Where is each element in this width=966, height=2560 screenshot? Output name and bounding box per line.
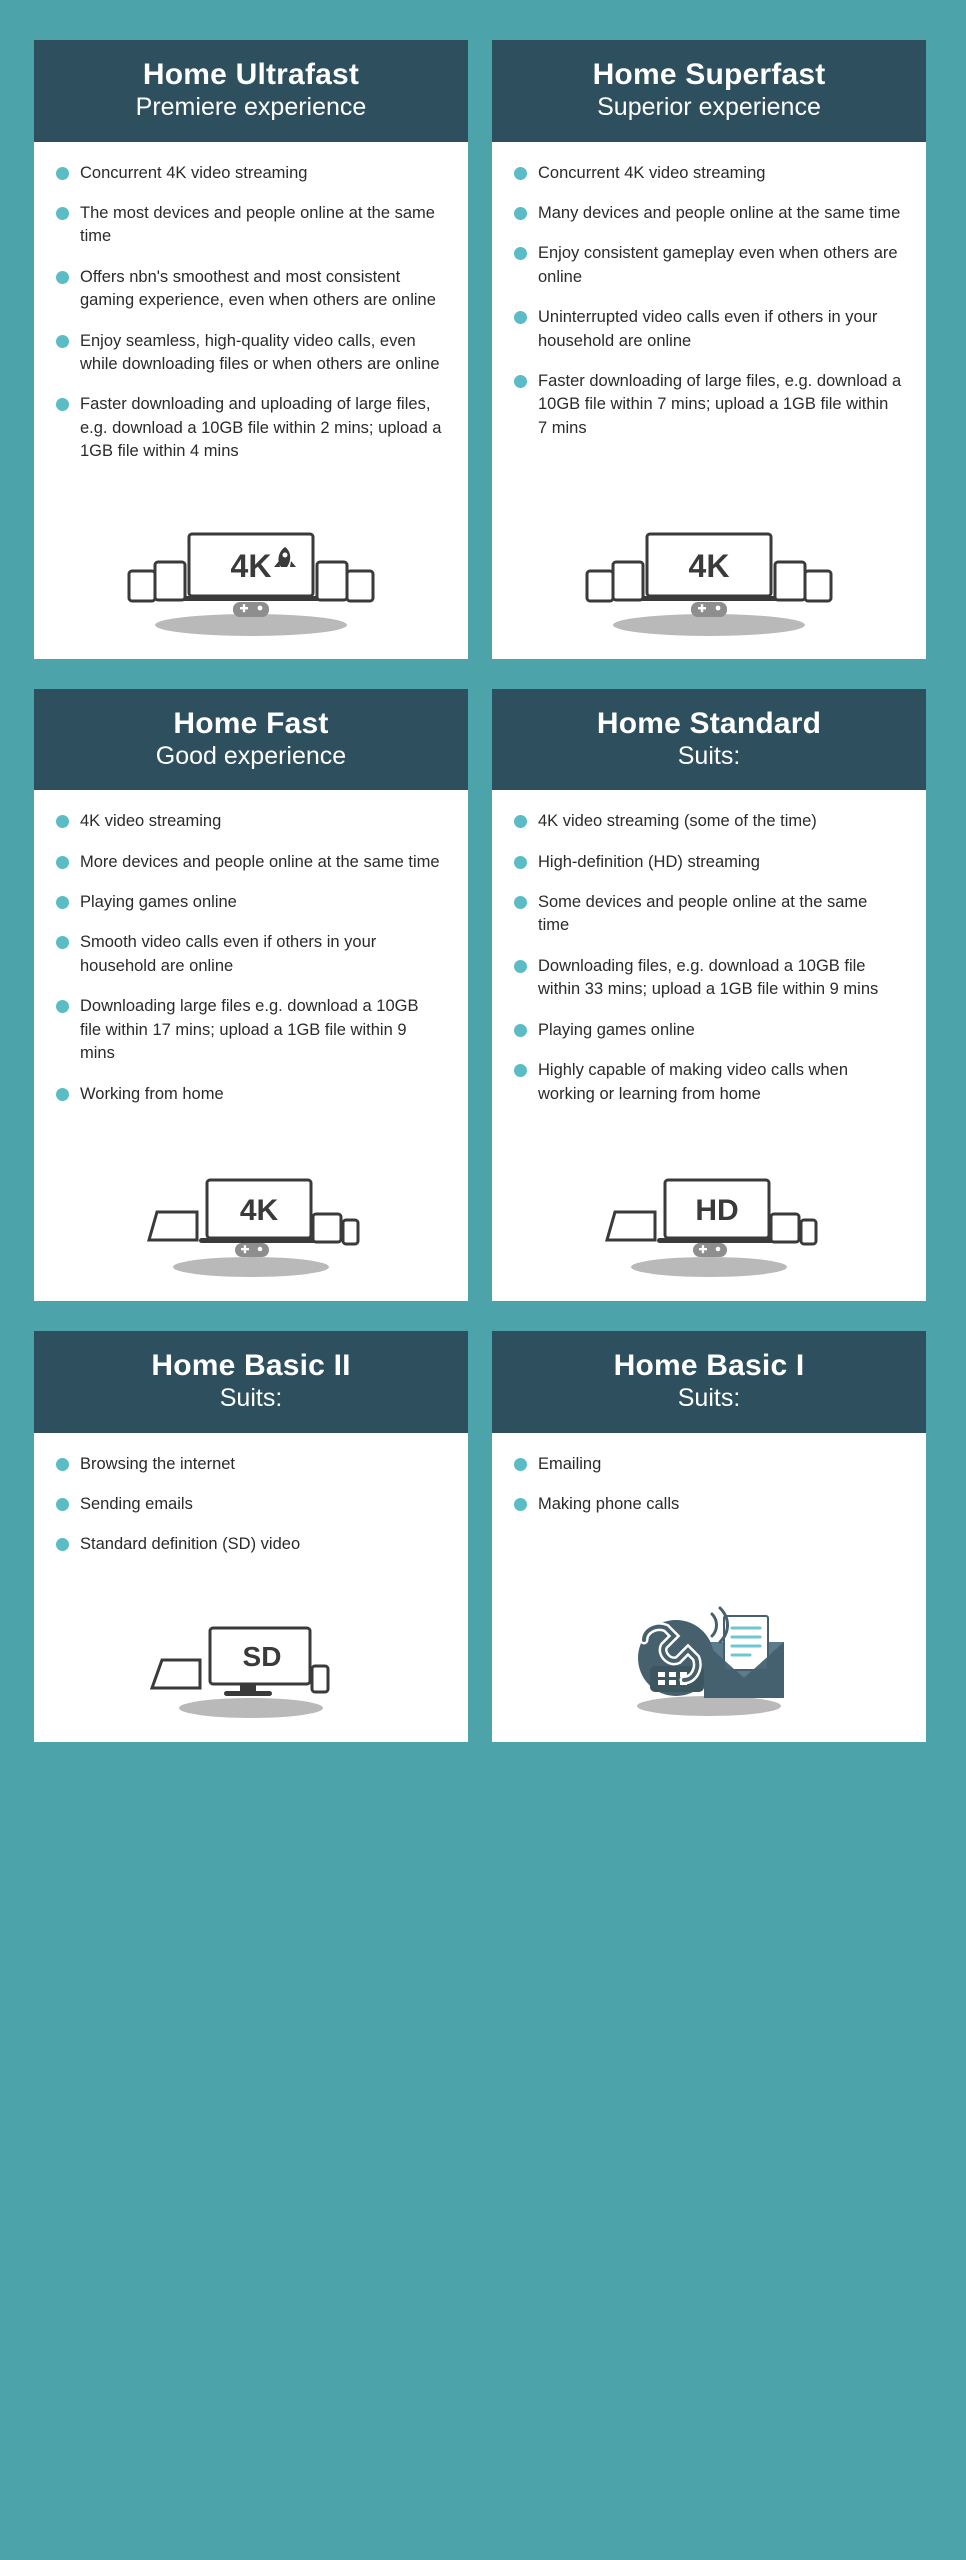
bullet-icon xyxy=(514,1024,527,1037)
svg-text:SD: SD xyxy=(242,1640,282,1672)
feature-text: Enjoy seamless, high-quality video calls, even while downloading files or when others are online xyxy=(80,331,440,374)
list-item xyxy=(56,330,444,377)
bullet-icon xyxy=(56,1000,69,1013)
feature-text: Smooth video calls even if others in your household are online xyxy=(80,933,377,975)
list-item xyxy=(514,955,902,1002)
bullet-icon xyxy=(56,398,69,411)
devices-hd-illustration xyxy=(492,1131,926,1301)
list-item xyxy=(56,162,444,185)
feature-text: The most devices and people online at the same time xyxy=(80,203,435,246)
plan-subtitle: Suits: xyxy=(677,1384,741,1413)
feature-text: Standard definition (SD) video xyxy=(80,1535,301,1554)
feature-text: Offers nbn's smoothest and most consistent gaming experience, even when others are online xyxy=(80,267,436,310)
list-item xyxy=(56,931,444,978)
bullet-icon xyxy=(56,815,69,828)
feature-text: Emailing xyxy=(538,1454,602,1473)
list-item xyxy=(56,1083,444,1106)
bullet-icon xyxy=(514,896,527,909)
plan-card-home-basic-i xyxy=(492,1331,926,1742)
feature-list xyxy=(492,1433,926,1582)
bullet-icon xyxy=(56,856,69,869)
list-item xyxy=(514,306,902,353)
feature-text: Playing games online xyxy=(80,893,237,912)
feature-text: Working from home xyxy=(80,1084,224,1103)
list-item xyxy=(56,393,444,463)
card-header xyxy=(34,1331,468,1433)
bullet-icon xyxy=(514,1498,527,1511)
feature-text: More devices and people online at the same time xyxy=(80,852,440,871)
feature-text: Downloading files, e.g. download a 10GB file within 33 mins; upload a 1GB file within 9 mins xyxy=(538,956,879,999)
svg-text:HD: HD xyxy=(695,1194,739,1228)
plan-subtitle: Good experience xyxy=(155,741,347,770)
list-item xyxy=(514,810,902,833)
list-item xyxy=(56,851,444,874)
list-item xyxy=(514,891,902,938)
list-item xyxy=(56,202,444,249)
svg-text:4K: 4K xyxy=(688,547,730,584)
feature-list xyxy=(34,142,468,489)
plan-title: Home Fast xyxy=(173,706,329,740)
bullet-icon xyxy=(514,311,527,324)
plan-title: Home Basic II xyxy=(151,1349,351,1383)
plan-subtitle: Premiere experience xyxy=(135,93,367,121)
svg-text:4K: 4K xyxy=(230,547,272,584)
feature-list xyxy=(492,142,926,489)
bullet-icon xyxy=(56,1458,69,1471)
bullet-icon xyxy=(514,1064,527,1077)
plan-card-home-basic-ii xyxy=(34,1331,468,1742)
bullet-icon xyxy=(514,207,527,220)
list-item xyxy=(56,810,444,833)
plan-subtitle: Superior experience xyxy=(597,93,821,121)
bullet-icon xyxy=(56,936,69,949)
bullet-icon xyxy=(56,167,69,180)
feature-text: Highly capable of making video calls when working or learning from home xyxy=(538,1061,849,1103)
bullet-icon xyxy=(514,1458,527,1471)
bullet-icon xyxy=(56,1538,69,1551)
feature-list xyxy=(34,1433,468,1582)
svg-text:4K: 4K xyxy=(239,1194,279,1228)
bullet-icon xyxy=(56,1498,69,1511)
plan-card-home-standard xyxy=(492,689,926,1301)
devices-4k-rocket-illustration xyxy=(34,489,468,659)
feature-text: Making phone calls xyxy=(538,1494,680,1513)
list-item xyxy=(514,370,902,440)
plan-card-home-superfast xyxy=(492,40,926,659)
list-item xyxy=(514,162,902,185)
plan-subtitle: Suits: xyxy=(677,741,741,770)
plan-title: Home Superfast xyxy=(592,58,826,91)
feature-text: Many devices and people online at the same time xyxy=(538,203,901,222)
feature-text: Playing games online xyxy=(538,1020,695,1039)
devices-sd-illustration xyxy=(34,1582,468,1742)
feature-text: Concurrent 4K video streaming xyxy=(80,163,308,182)
feature-text: Sending emails xyxy=(80,1494,193,1513)
bullet-icon xyxy=(56,207,69,220)
card-header xyxy=(492,689,926,791)
bullet-icon xyxy=(56,271,69,284)
card-header xyxy=(34,689,468,791)
list-item xyxy=(514,1059,902,1106)
feature-text: Faster downloading and uploading of large files, e.g. download a 10GB file within 2 mins; upload a 1GB file within 4 mins xyxy=(80,395,442,461)
feature-text: High-definition (HD) streaming xyxy=(538,852,760,871)
bullet-icon xyxy=(514,815,527,828)
feature-text: Some devices and people online at the same time xyxy=(538,893,868,935)
feature-text: Faster downloading of large files, e.g. download a 10GB file within 7 mins; upload a 1GB file within 7 mins xyxy=(538,372,902,437)
feature-text: Concurrent 4K video streaming xyxy=(538,163,766,182)
plan-title: Home Basic I xyxy=(613,1349,805,1383)
list-item xyxy=(514,851,902,874)
list-item xyxy=(56,1493,444,1516)
plan-subtitle: Suits: xyxy=(219,1384,283,1413)
list-item xyxy=(56,1453,444,1476)
list-item xyxy=(514,1453,902,1476)
list-item xyxy=(56,1533,444,1556)
feature-text: Enjoy consistent gameplay even when others are online xyxy=(538,244,898,286)
plan-cards-grid xyxy=(34,40,932,1742)
list-item xyxy=(514,1493,902,1516)
devices-4k-illustration xyxy=(492,489,926,659)
list-item xyxy=(56,891,444,914)
feature-text: Uninterrupted video calls even if others in your household are online xyxy=(538,308,878,350)
list-item xyxy=(514,1019,902,1042)
bullet-icon xyxy=(514,167,527,180)
list-item xyxy=(56,266,444,313)
list-item xyxy=(514,202,902,225)
bullet-icon xyxy=(56,896,69,909)
card-header xyxy=(34,40,468,142)
bullet-icon xyxy=(514,856,527,869)
plan-title: Home Standard xyxy=(596,706,822,740)
plan-title: Home Ultrafast xyxy=(142,58,360,91)
feature-text: 4K video streaming xyxy=(80,812,222,831)
plan-card-home-ultrafast xyxy=(34,40,468,659)
card-header xyxy=(492,40,926,142)
feature-text: Browsing the internet xyxy=(80,1454,236,1473)
bullet-icon xyxy=(56,1088,69,1101)
feature-text: 4K video streaming (some of the time) xyxy=(538,812,817,831)
feature-list xyxy=(34,790,468,1131)
bullet-icon xyxy=(514,375,527,388)
bullet-icon xyxy=(514,247,527,260)
feature-list xyxy=(492,790,926,1131)
devices-4k-small-illustration xyxy=(34,1131,468,1301)
bullet-icon xyxy=(514,960,527,973)
card-header xyxy=(492,1331,926,1433)
bullet-icon xyxy=(56,335,69,348)
list-item xyxy=(56,995,444,1065)
plan-card-home-fast xyxy=(34,689,468,1301)
feature-text: Downloading large files e.g. download a 10GB file within 17 mins; upload a 1GB file within 9 mins xyxy=(80,997,419,1063)
phone-envelope-illustration xyxy=(492,1582,926,1742)
list-item xyxy=(514,242,902,289)
